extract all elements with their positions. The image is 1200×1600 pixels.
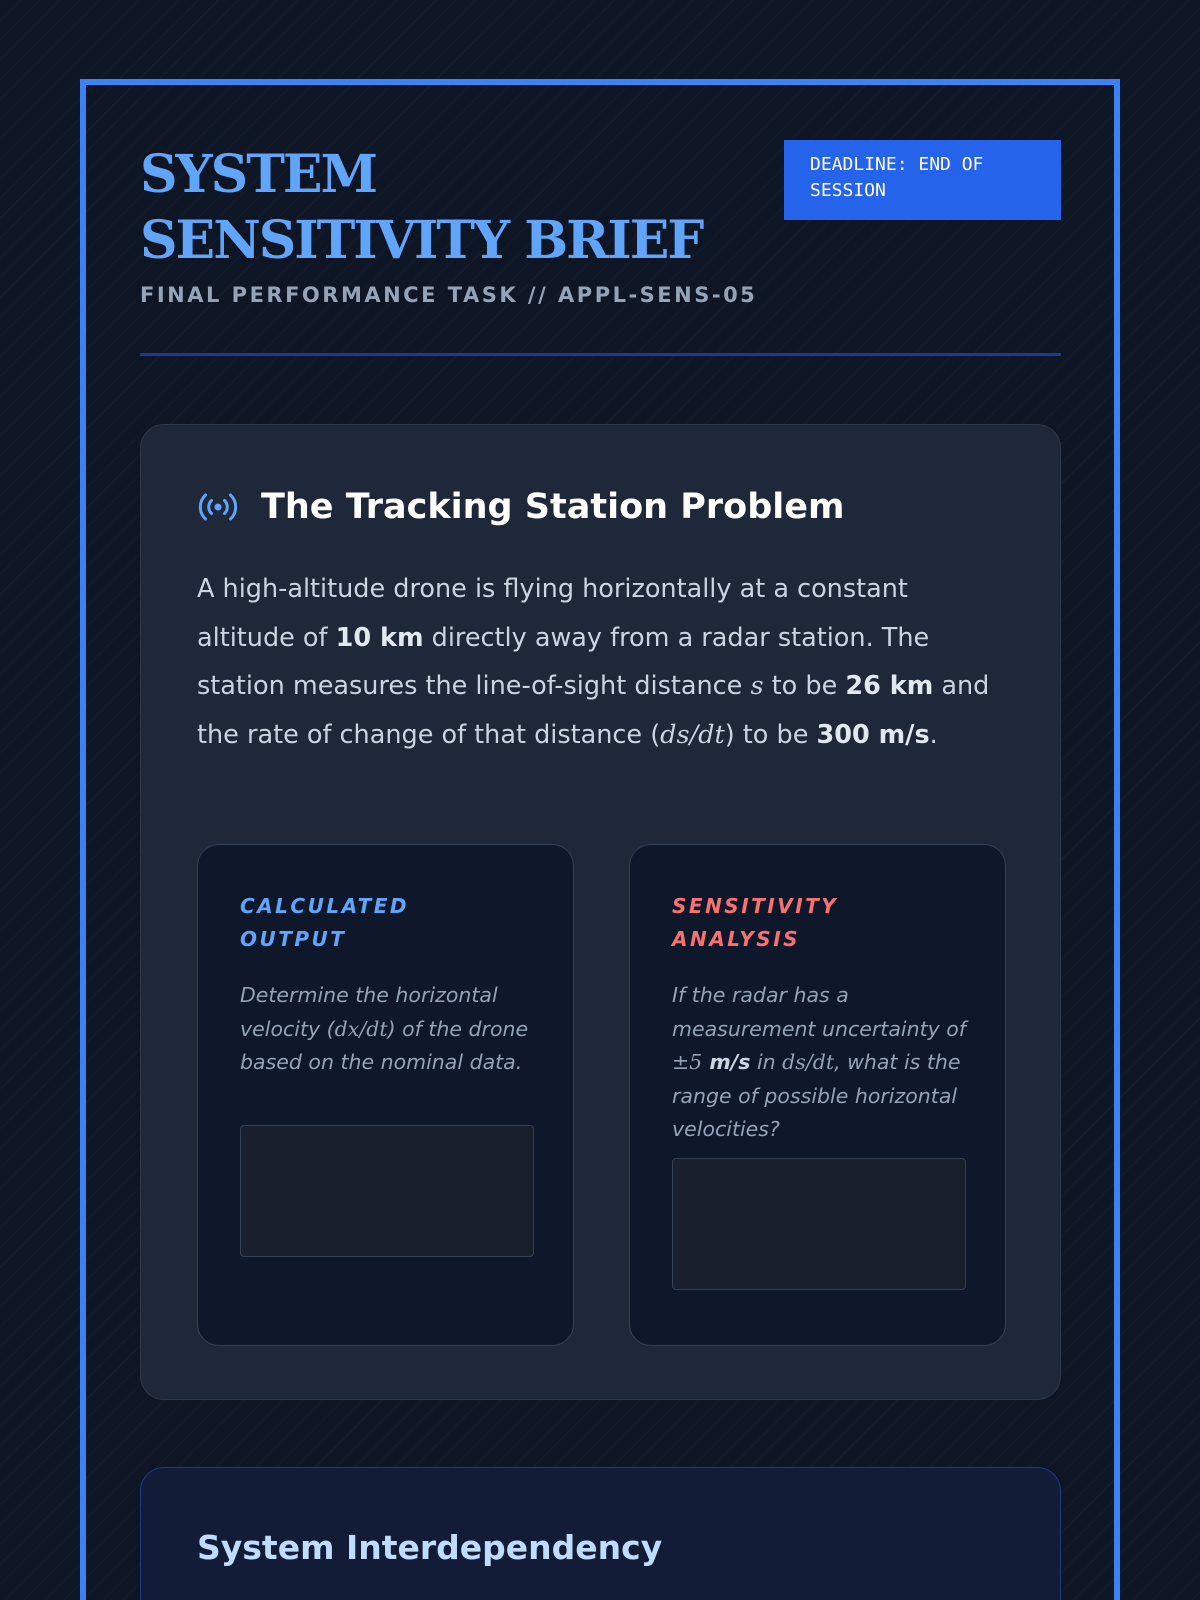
sensitivity-analysis-card	[629, 844, 1006, 1346]
variable-s: s	[750, 671, 764, 701]
radio-signal-icon	[197, 490, 239, 524]
altitude-value: 10 km	[335, 622, 424, 653]
calculated-output-card	[197, 844, 574, 1346]
math-dx-dt: dx/dt	[334, 1016, 388, 1041]
page-title-line-2: SENSITIVITY BRIEF	[140, 210, 703, 271]
variable-ds-dt: ds/dt	[660, 719, 725, 750]
sensitivity-analysis-label: SENSITIVITY ANALYSIS	[672, 894, 839, 951]
system-interdependency-title: System Interdependency	[197, 1528, 663, 1567]
deadline-badge: DEADLINE: END OF SESSION	[784, 140, 1061, 220]
problem-card	[140, 424, 1061, 1400]
calculated-output-question: Determine the horizontal velocity (dx/dt) of the drone based on the nominal data.	[240, 983, 529, 1074]
sensitivity-analysis-question: If the radar has a measurement uncertainty of ±5 m/s in ds/dt, what is the range of possible horizontal velocities?	[672, 983, 967, 1141]
math-plus-minus-5: ±5	[672, 1050, 703, 1074]
rate-value: 300 m/s	[816, 719, 930, 750]
header-divider	[140, 353, 1061, 356]
distance-value: 26 km	[845, 671, 934, 701]
problem-header	[197, 482, 844, 532]
unit-ms: m/s	[702, 1050, 751, 1074]
problem-title: The Tracking Station Problem	[261, 487, 845, 527]
calculated-output-answer-field[interactable]	[240, 1125, 534, 1257]
system-interdependency-card	[140, 1467, 1061, 1600]
page-title-line-1: SYSTEM	[140, 144, 377, 205]
math-ds-dt: ds/dt	[782, 1050, 835, 1074]
sensitivity-analysis-answer-field[interactable]	[672, 1158, 966, 1290]
calculated-output-label: CALCULATED OUTPUT	[240, 894, 410, 951]
task-code-subtitle: FINAL PERFORMANCE TASK // APPL-SENS-05	[140, 283, 758, 307]
page-title	[140, 142, 740, 274]
problem-statement: A high-altitude drone is flying horizontally at a constant altitude of 10 km directly away from a radar station. The station measures the line-of-sight distance s to be 26 km and the rate of change of that distance (ds/dt) to be 300 m/s.	[197, 574, 990, 750]
